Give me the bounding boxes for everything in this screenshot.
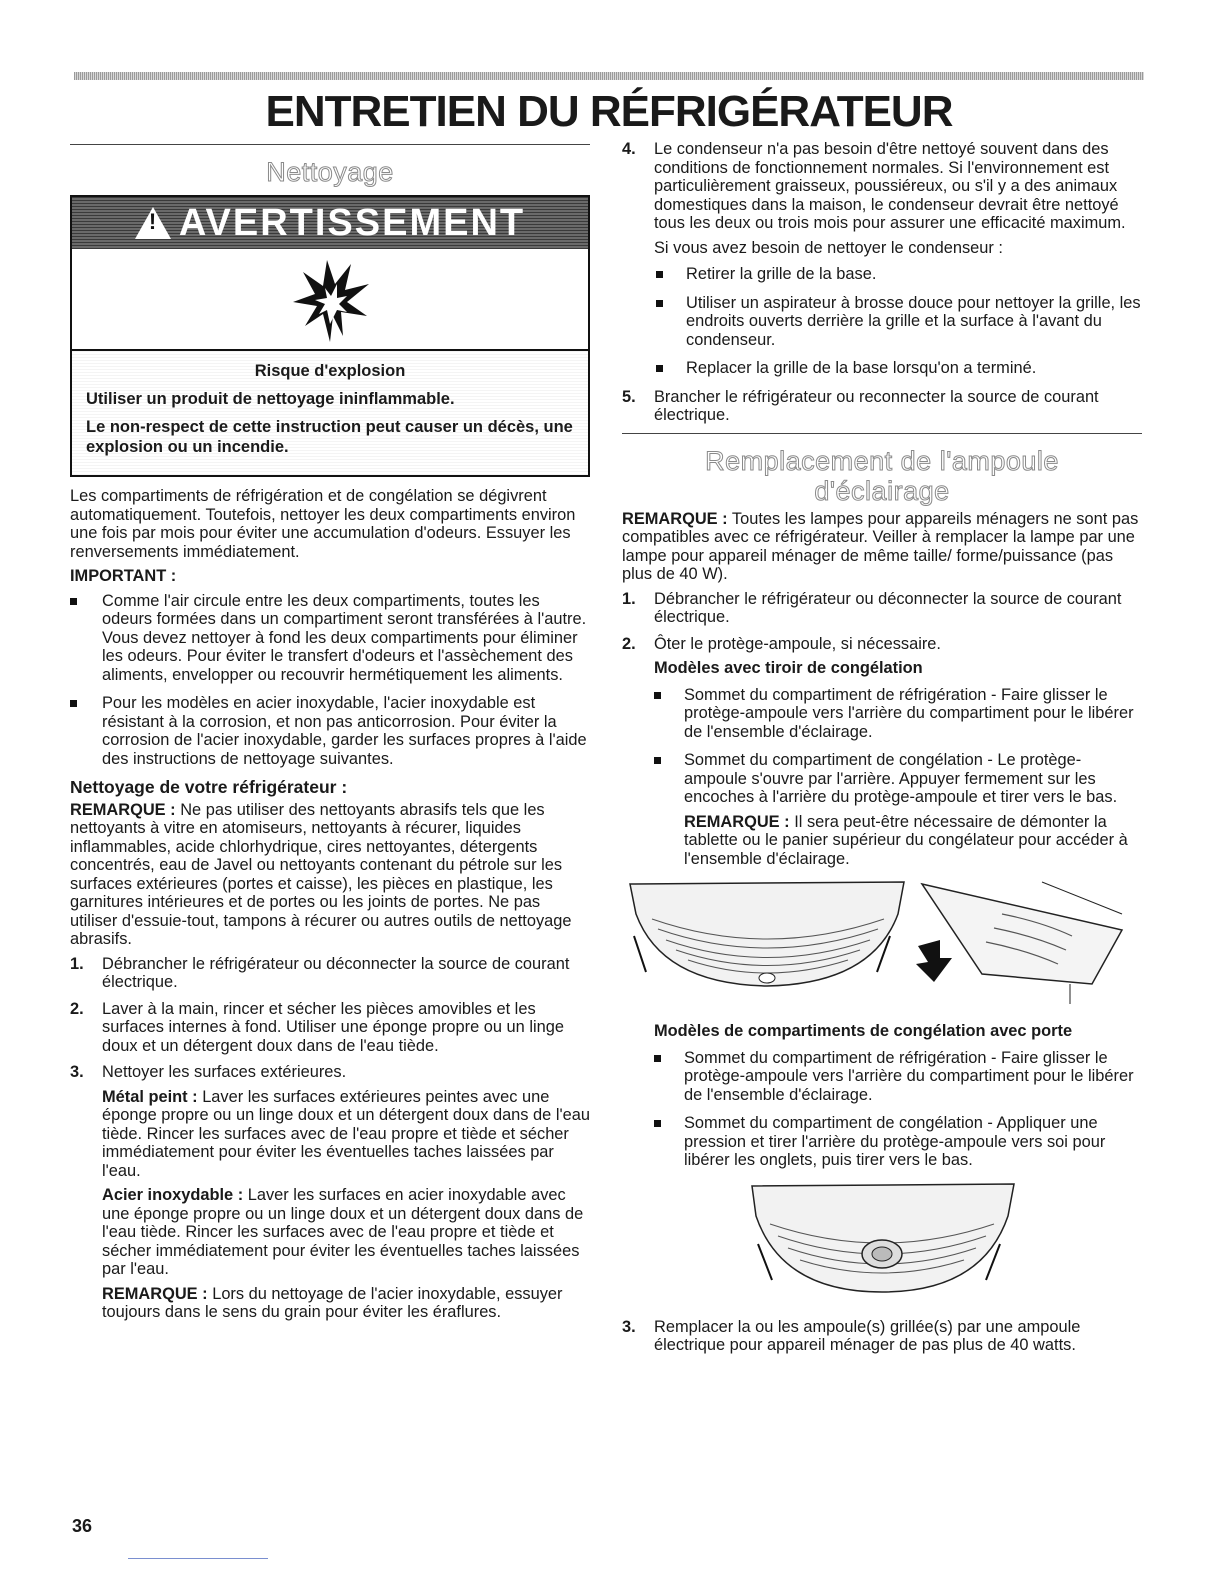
condenser-steps [622,140,1142,257]
section-rule [70,144,590,145]
section-title-line2: d'éclairage [814,475,950,506]
step-text: Nettoyer les surfaces extérieures. [102,1063,347,1081]
steel-remark-label: REMARQUE : [102,1284,208,1303]
warning-header-label: AVERTISSEMENT [178,201,526,244]
list-item [622,635,1142,678]
warning-box [70,195,590,477]
right-column [622,140,1142,1363]
step-number: 2. [70,999,84,1018]
painted-label: Métal peint : [102,1087,198,1106]
final-step [622,1318,1142,1355]
page-title: ENTRETIEN DU RÉFRIGÉRATEUR [265,87,953,136]
door-heading: Modèles de compartiments de congélation avec porte [654,1022,1073,1040]
warning-risk: Risque d'explosion [254,362,406,380]
steel-paragraph [102,1186,590,1279]
step-text: Le condenseur n'a pas besoin d'être nettoyé souvent dans des conditions de fonctionnement normales. Si l'environnement est particulièrement graisseux, poussiéreux, ou s'il y a des animaux domestiques dans la maison, le condenseur devrait être nettoyé tous les deux ou trois mois pour assurer une efficacité maximum. [654,140,1126,232]
drawer-remark-text: Il sera peut-être nécessaire de démonter la tablette ou le panier supérieur du congélateur pour accéder à l'ensemble d'éclairage. [684,812,1128,868]
drawer-remark-paragraph [622,813,1142,869]
step-text: Remplacer la ou les ampoule(s) grillée(s) par une ampoule électrique pour appareil ménager de pas plus de 40 watts. [654,1317,1081,1354]
steel-remark-paragraph [102,1285,590,1322]
warning-icon-box [72,249,588,351]
light-shield-door-figure [622,1180,1142,1310]
list-item: Sommet du compartiment de réfrigération - Faire glisser le protège-ampoule vers l'arrière du compartiment pour le libérer de l'ensemble d'éclairage. [622,686,1142,742]
warning-header [72,197,588,249]
warning-line2: Le non-respect de cette instruction peut causer un décès, une explosion ou un incendie. [86,418,573,456]
intro-paragraph: Les compartiments de réfrigération et de congélation se dégivrent automatiquement. Toutefois, nettoyer les deux compartiments environ une fois par mois pour éviter une accumulation d'odeurs. Essuyer les renversements immédiatement. [70,487,576,561]
steel-text: Laver les surfaces en acier inoxydable avec une éponge propre ou un linge doux et un détergent doux dans de l'eau tiède. Rincer les surfaces avec de l'eau propre et tiède et sécher immédiatement pour éviter les éventuelles taches laissées par l'eau. [102,1186,584,1278]
important-list [70,592,590,769]
warning-triangle-icon: ! [135,207,171,239]
step-number: 5. [622,387,636,406]
list-item: Sommet du compartiment de congélation - Le protège-ampoule s'ouvre par l'arrière. Appuyer fermement sur les encoches à l'arrière du protège-ampoule et tirer vers le bas. [622,751,1142,807]
step-number: 2. [622,634,636,653]
step-text: Laver à la main, rincer et sécher les pièces amovibles et les surfaces internes à fond. Utiliser une éponge propre ou un linge doux et un détergent doux dans de l'eau tiède. [102,999,564,1055]
warning-body [72,351,588,475]
drawer-remark-label: REMARQUE : [684,812,790,831]
list-item [70,955,590,992]
step-text: Ôter le protège-ampoule, si nécessaire. [654,634,941,653]
list-item: Replacer la grille de la base lorsqu'on a terminé. [624,359,1142,378]
step-number: 1. [70,954,84,973]
remark-text: Ne pas utiliser des nettoyants abrasifs tels que les nettoyants à vitre en atomiseurs, nettoyants à récurer, liquides inflammables, acide chlorhydrique, cires nettoyantes, détergents concentrés, eau de Javel ou nettoyants contenant du pétrole sur les surfaces extérieures (portes et caisse), les pièces en plastique, les garnitures intérieures et de portes ou les joints de portes. Ne pas utiliser d'essuie-tout, tampons à récurer ou autres outils de nettoyage abrasifs. [70,800,572,948]
list-item [70,1063,590,1322]
page-number: 36 [72,1516,93,1536]
explosion-icon [285,254,375,344]
list-item: Utiliser un aspirateur à brosse douce pour nettoyer la grille, les endroits ouverts derrière la grille et la surface à l'avant du condenseur. [624,294,1142,350]
step-number: 4. [622,140,636,158]
painted-paragraph [102,1088,590,1181]
section-title-ampoule [622,446,1142,506]
top-rule [74,72,1144,80]
drawer-list [622,686,1142,807]
list-item: Pour les modèles en acier inoxydable, l'acier inoxydable est résistant à la corrosion, et non pas anticorrosion. Pour éviter la corrosion de l'acier inoxydable, garder les surfaces propres à l'aide des instructions de nettoyage suivantes. [70,694,590,768]
bottom-link-rule [128,1558,268,1559]
steel-remark-text: Lors du nettoyage de l'acier inoxydable, essuyer toujours dans le sens du grain pour éviter les éraflures. [102,1284,563,1321]
important-label: IMPORTANT : [70,567,177,585]
list-item [622,388,1142,425]
list-item: Sommet du compartiment de réfrigération - Faire glisser le protège-ampoule vers l'arrière du compartiment pour le libérer de l'ensemble d'éclairage. [622,1049,1142,1105]
section-title-nettoyage: Nettoyage [266,157,394,187]
step-text: Brancher le réfrigérateur ou reconnecter la source de courant électrique. [654,387,1099,424]
list-item: Comme l'air circule entre les deux compartiments, toutes les odeurs formées dans un compartiment seront transférées à l'autre. Vous devez nettoyer à fond les deux compartiments pour éliminer les odeurs. Pour éviter le transfert d'odeurs et l'assèchement des aliments, envelopper ou recouvrir hermétiquement les aliments. [70,592,590,685]
section-rule [622,433,1142,434]
steel-label: Acier inoxydable : [102,1186,244,1204]
list-item: Sommet du compartiment de congélation - Appliquer une pression et tirer l'arrière du protège-ampoule vers soi pour libérer les onglets, puis tirer vers le bas. [622,1114,1142,1170]
bulb-steps [622,590,1142,678]
warning-line1: Utiliser un produit de nettoyage ininflammable. [86,390,455,408]
remark-paragraph [70,801,590,949]
painted-text: Laver les surfaces extérieures peintes avec une éponge propre ou un linge doux et un détergent doux dans de l'eau tiède. Rincer les surfaces avec de l'eau propre et tiède et sécher immédiatement pour éviter les éventuelles taches laissées par l'eau. [102,1087,590,1180]
step-number: 3. [622,1317,636,1336]
door-list [622,1049,1142,1170]
list-item [622,1318,1142,1355]
remark-label: REMARQUE : [70,800,176,819]
list-item: Retirer la grille de la base. [624,265,1142,284]
section-title-line1: Remplacement de l'ampoule [705,445,1059,476]
left-column [70,140,590,1330]
step-text: Débrancher le réfrigérateur ou déconnecter la source de courant électrique. [654,589,1122,626]
cleaning-steps [70,955,590,1322]
light-shield-drawer-figure [622,874,1142,1014]
remark-text: Toutes les lampes pour appareils ménagers ne sont pas compatibles avec ce réfrigérateur. Veiller à remplacer la lampe par une lampe pour appareil ménager de même taille/ forme/puissance (pas plus de 40 W). [622,509,1139,583]
list-item [622,140,1142,257]
step-text: Débrancher le réfrigérateur ou déconnecter la source de courant électrique. [102,954,570,991]
step4-sub: Si vous avez besoin de nettoyer le condenseur : [654,238,1003,257]
remark-paragraph [622,510,1142,584]
list-item [622,590,1142,627]
clean-heading: Nettoyage de votre réfrigérateur : [70,777,348,797]
remark-label: REMARQUE : [622,509,728,528]
list-item [70,1000,590,1056]
step-number: 3. [70,1063,84,1081]
drawer-heading: Modèles avec tiroir de congélation [654,659,923,677]
step-number: 1. [622,589,636,608]
step5-list [622,388,1142,425]
condenser-list [622,265,1142,378]
